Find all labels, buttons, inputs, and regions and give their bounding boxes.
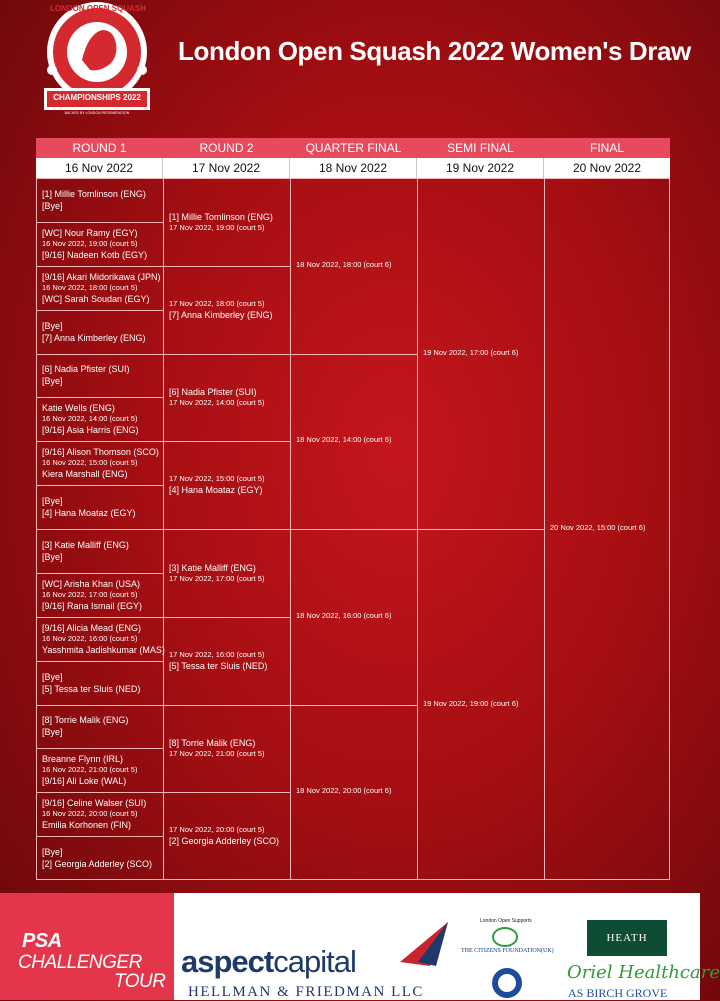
- grid-line: [544, 178, 545, 880]
- logo-banner: CHAMPIONSHIPS 2022: [53, 93, 141, 102]
- player-name: [7] Anna Kimberley (ENG): [42, 332, 146, 343]
- capital-word: capital: [273, 944, 356, 979]
- match-time: 17 Nov 2022, 20:00 (court 5): [169, 825, 265, 835]
- player-name: [Bye]: [42, 320, 63, 331]
- player-name: [1] Millie Tomlinson (ENG): [42, 188, 146, 199]
- quarter-match-time: 18 Nov 2022, 20:00 (court 6): [296, 786, 392, 796]
- grid-line: [36, 310, 163, 311]
- round-1-date: 16 Nov 2022: [36, 158, 163, 178]
- player-name: [9/16] Alison Thomson (SCO): [42, 447, 159, 458]
- quarter-match-time: 18 Nov 2022, 18:00 (court 6): [296, 259, 392, 269]
- grid-line: [36, 441, 163, 442]
- aspect-word: aspect: [181, 944, 274, 979]
- match-time: 16 Nov 2022, 15:00 (court 5): [42, 458, 138, 468]
- player-name: [9/16] Ali Loke (WAL): [42, 776, 127, 787]
- grid-line: [36, 836, 163, 837]
- round-1-match: [42, 539, 129, 563]
- semi-final-date: 19 Nov 2022: [417, 158, 544, 178]
- grid-line: [36, 617, 163, 618]
- grid-line: [417, 529, 544, 530]
- round-2-match: [169, 562, 264, 584]
- birch-grove-logo: AS BIRCH GROVE: [568, 986, 668, 1000]
- match-time: 17 Nov 2022, 15:00 (court 5): [169, 474, 265, 484]
- psa-logo: PSA: [22, 930, 62, 952]
- hellman-friedman-logo: HELLMAN & FRIEDMAN LLC: [188, 984, 424, 1000]
- player-name: [Bye]: [42, 496, 63, 507]
- grid-line: [36, 705, 163, 706]
- grid-line: [290, 529, 417, 530]
- match-time: 16 Nov 2022, 14:00 (court 5): [42, 414, 138, 424]
- final-date: 20 Nov 2022: [572, 161, 642, 175]
- aspect-arrow-icon: [400, 922, 450, 966]
- round-1-match: [42, 797, 146, 831]
- match-time: 16 Nov 2022, 16:00 (court 5): [42, 633, 138, 643]
- match-time: 17 Nov 2022, 21:00 (court 5): [169, 749, 265, 759]
- player-name: [9/16] Celine Walser (SUI): [42, 798, 147, 809]
- round-2-match: [169, 825, 279, 847]
- player-name: [2] Georgia Adderley (SCO): [42, 859, 153, 870]
- match-time: 16 Nov 2022, 20:00 (court 5): [42, 809, 138, 819]
- round-1-match: [42, 363, 130, 387]
- grid-line: [163, 792, 290, 793]
- round-2-match: [169, 474, 264, 496]
- page-title: London Open Squash 2022 Women's Draw: [178, 36, 691, 66]
- player-name: Emilia Korhonen (FIN): [42, 820, 132, 831]
- player-name: [5] Tessa ter Sluis (NED): [169, 660, 268, 671]
- grid-line: [163, 354, 290, 355]
- round-1-match: [42, 188, 146, 212]
- player-name: Breanne Flynn (IRL): [42, 754, 124, 765]
- grid-line: [163, 529, 290, 530]
- championship-logo: [30, 0, 164, 118]
- round-1-match: [42, 671, 140, 695]
- grid-line: [36, 661, 163, 662]
- player-name: [9/16] Nadeen Kotb (EGY): [42, 249, 148, 260]
- player-name: [6] Nadia Pfister (SUI): [42, 364, 130, 375]
- grid-line: [36, 748, 163, 749]
- grid-line: [163, 705, 290, 706]
- citizens-foundation-icon: [490, 926, 520, 948]
- player-name: [WC] Sarah Soudan (EGY): [42, 293, 150, 304]
- player-name: [Bye]: [42, 671, 63, 682]
- grid-line: [36, 397, 163, 398]
- match-time: 16 Nov 2022, 21:00 (court 5): [42, 765, 138, 775]
- round-2-header: ROUND 2: [199, 141, 254, 155]
- player-name: [5] Tessa ter Sluis (NED): [42, 683, 141, 694]
- london-open-supports: London Open Supports: [480, 918, 532, 924]
- player-name: [4] Hana Moataz (EGY): [42, 508, 136, 519]
- player-name: [4] Hana Moataz (EGY): [169, 485, 263, 496]
- player-name: Kiera Marshall (ENG): [42, 469, 128, 480]
- player-name: [Bye]: [42, 727, 63, 738]
- player-name: [2] Georgia Adderley (SCO): [169, 836, 280, 847]
- round-2-match: [169, 299, 273, 321]
- match-time: 17 Nov 2022, 16:00 (court 5): [169, 649, 265, 659]
- round-2-match: [169, 650, 267, 672]
- match-time: 16 Nov 2022, 18:00 (court 5): [42, 282, 138, 292]
- quarter-final-header: QUARTER FINAL: [305, 141, 402, 155]
- quarter-match-time: 18 Nov 2022, 14:00 (court 6): [296, 435, 392, 445]
- round-header-row: [36, 138, 670, 158]
- citizens-foundation: THE CITIZENS FOUNDATION(UK): [461, 948, 554, 954]
- round-1-match: [42, 495, 136, 519]
- grid-line: [36, 266, 163, 267]
- grid-line: [36, 222, 163, 223]
- round-2-date: 17 Nov 2022: [163, 158, 290, 178]
- logo-top-text: LONDON OPEN SQUASH: [50, 4, 147, 13]
- grid-line: [36, 792, 163, 793]
- match-time: 17 Nov 2022, 14:00 (court 5): [169, 398, 265, 408]
- final-match-time: 20 Nov 2022, 15:00 (court 6): [550, 523, 646, 532]
- round-1-match: [42, 402, 139, 436]
- player-name: [Bye]: [42, 376, 63, 387]
- grid-line: [36, 354, 163, 355]
- player-name: Yasshmita Jadishkumar (MAS): [42, 644, 165, 655]
- grid-line: [290, 354, 417, 355]
- match-time: 17 Nov 2022, 19:00 (court 5): [169, 222, 265, 232]
- player-name: [9/16] Akari Midorikawa (JPN): [42, 271, 161, 282]
- player-name: [9/16] Asia Harris (ENG): [42, 425, 139, 436]
- grid-line: [36, 573, 163, 574]
- match-time: 17 Nov 2022, 18:00 (court 5): [169, 298, 265, 308]
- player-name: [Bye]: [42, 847, 63, 858]
- player-name: [3] Katie Malliff (ENG): [169, 562, 256, 573]
- round-2-match: [169, 211, 273, 233]
- player-name: [7] Anna Kimberley (ENG): [169, 309, 273, 320]
- grid-line: [163, 441, 290, 442]
- psa-tour: TOUR: [114, 971, 166, 992]
- player-name: [1] Millie Tomlinson (ENG): [169, 211, 273, 222]
- aspect-capital-logo: [181, 944, 356, 980]
- final-header: FINAL: [589, 141, 624, 155]
- round-1-match: [42, 578, 142, 612]
- player-name: [3] Katie Malliff (ENG): [42, 539, 129, 550]
- player-name: [WC] Arisha Khan (USA): [42, 578, 141, 589]
- match-time: 17 Nov 2022, 17:00 (court 5): [169, 573, 265, 583]
- round-1-match: [42, 227, 147, 261]
- round-1-match: [42, 320, 146, 344]
- grid-line: [163, 617, 290, 618]
- grid-line: [36, 529, 163, 530]
- player-name: [9/16] Alicia Mead (ENG): [42, 622, 142, 633]
- player-name: [8] Torrie Malik (ENG): [42, 715, 129, 726]
- psa-challenger: CHALLENGER: [18, 952, 142, 973]
- semi-final-header: SEMI FINAL: [447, 141, 514, 155]
- logo-small-text: BACKED BY LONDON REGENERATION: [64, 111, 130, 115]
- player-name: [8] Torrie Malik (ENG): [169, 738, 256, 749]
- round-2-match: [169, 386, 264, 408]
- round-2-match: [169, 737, 264, 759]
- round-1-match: [42, 622, 165, 656]
- match-time: 16 Nov 2022, 17:00 (court 5): [42, 589, 138, 599]
- player-name: Katie Wells (ENG): [42, 403, 115, 414]
- player-name: [6] Nadia Pfister (SUI): [169, 387, 257, 398]
- round-1-match: [42, 714, 128, 738]
- player-name: [9/16] Rana Ismail (EGY): [42, 600, 143, 611]
- player-name: [WC] Nour Ramy (EGY): [42, 227, 138, 238]
- round-1-match: [42, 446, 159, 480]
- player-name: [Bye]: [42, 200, 63, 211]
- crest-icon: [490, 966, 524, 1000]
- round-1-match: [42, 271, 161, 305]
- grid-line: [163, 266, 290, 267]
- heath-logo: HEATH: [587, 920, 667, 956]
- quarter-final-date: 18 Nov 2022: [290, 158, 417, 178]
- grid-line: [290, 705, 417, 706]
- semi-match-time: 19 Nov 2022, 17:00 (court 6): [423, 347, 519, 357]
- grid-line: [36, 485, 163, 486]
- player-name: [Bye]: [42, 551, 63, 562]
- round-1-match: [42, 846, 152, 870]
- quarter-match-time: 18 Nov 2022, 16:00 (court 6): [296, 610, 392, 620]
- semi-match-time: 19 Nov 2022, 19:00 (court 6): [423, 698, 519, 708]
- oriel-healthcare-logo: Oriel Healthcare: [567, 962, 720, 983]
- round-1-match: [42, 753, 137, 787]
- match-time: 16 Nov 2022, 19:00 (court 5): [42, 238, 138, 248]
- round-1-header: ROUND 1: [72, 141, 127, 155]
- date-header-row: [36, 158, 670, 178]
